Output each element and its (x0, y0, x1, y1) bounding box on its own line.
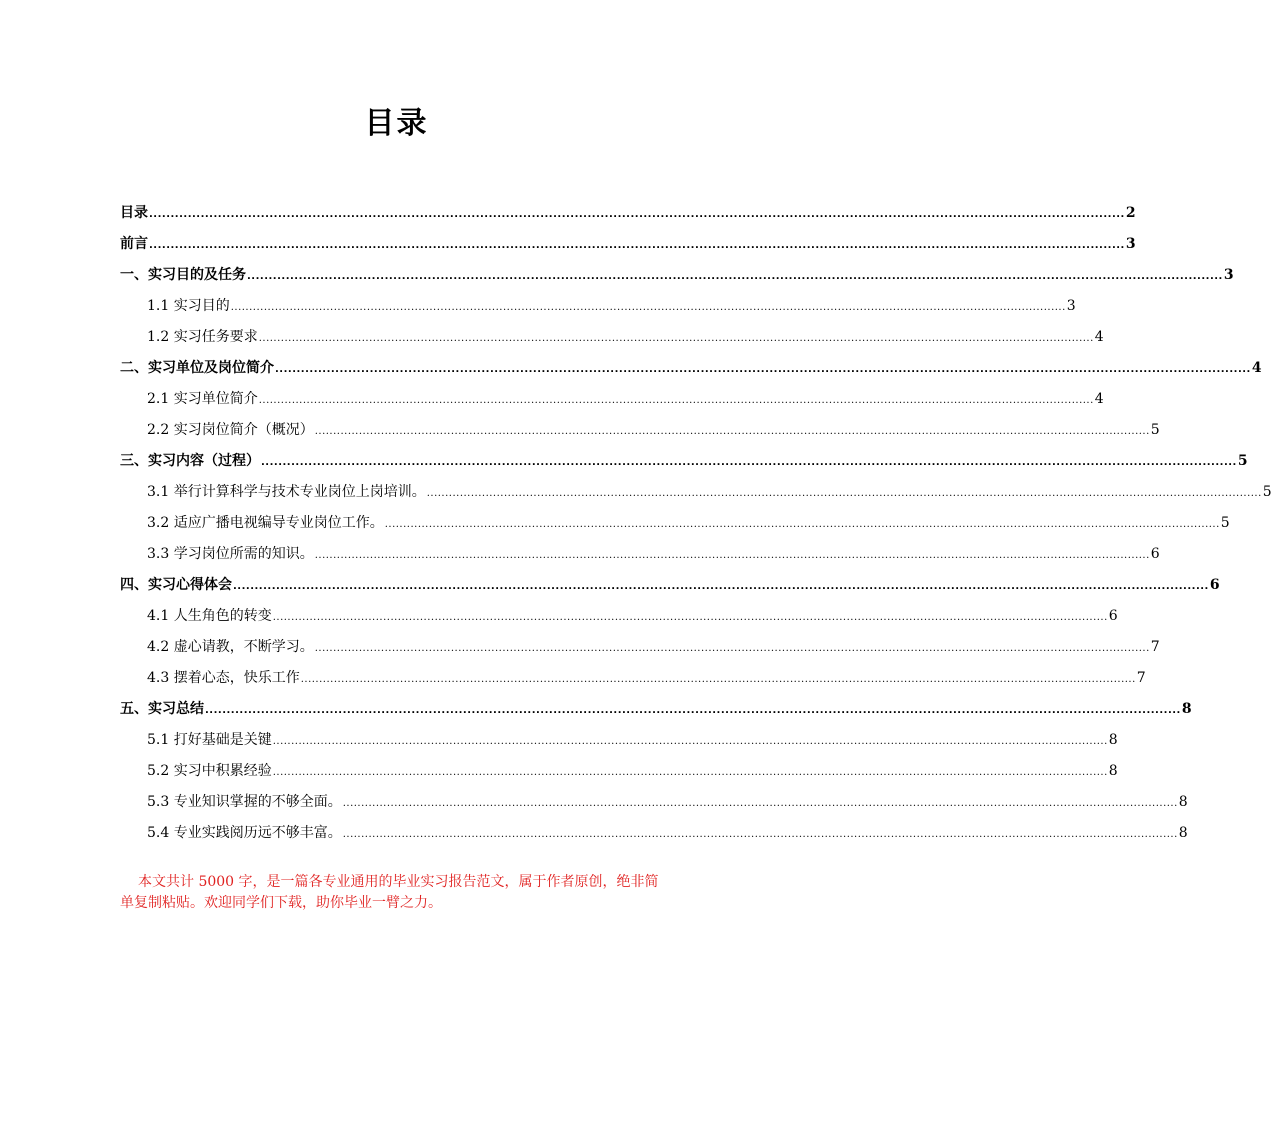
toc-entry-section[interactable] (120, 601, 1118, 632)
toc-entry-section[interactable] (120, 632, 1160, 663)
toc-entry-page-number: 6 (1209, 577, 1220, 593)
toc-dot-leader: ................................................................................................................................................................................................................................... (314, 426, 1150, 437)
toc-entry-chapter[interactable] (120, 353, 1262, 384)
toc-entry-section[interactable] (120, 415, 1160, 446)
toc-entry-section[interactable] (120, 539, 1160, 570)
toc-entry-label: 5.3 专业知识掌握的不够全面。 (147, 794, 342, 810)
toc-entry-page-number: 5 (1220, 515, 1230, 531)
toc-dot-leader: ................................................................................................................................................................................................................................... (205, 705, 1181, 716)
toc-entry-section[interactable] (120, 477, 1272, 508)
toc-dot-leader: ................................................................................................................................................................................................................................... (149, 209, 1125, 220)
document-note (120, 872, 671, 914)
toc-dot-leader: ................................................................................................................................................................................................................................... (275, 364, 1251, 375)
toc-entry-page-number: 5 (1237, 453, 1248, 469)
table-of-contents (120, 198, 1272, 849)
toc-dot-leader: ................................................................................................................................................................................................................................... (261, 457, 1237, 468)
toc-dot-leader: ................................................................................................................................................................................................................................... (233, 581, 1209, 592)
toc-entry-label: 1.1 实习目的 (147, 298, 230, 314)
toc-entry-label: 目录 (120, 205, 148, 221)
toc-dot-leader: ................................................................................................................................................................................................................................... (258, 395, 1094, 406)
toc-dot-leader: ................................................................................................................................................................................................................................... (342, 798, 1178, 809)
toc-entry-label: 3.2 适应广播电视编导专业岗位工作。 (147, 515, 384, 531)
toc-dot-leader: ................................................................................................................................................................................................................................... (247, 271, 1223, 282)
toc-entry-label: 5.1 打好基础是关键 (147, 732, 272, 748)
toc-dot-leader: ................................................................................................................................................................................................................................... (272, 736, 1108, 747)
toc-entry-section[interactable] (120, 787, 1188, 818)
toc-entry-label: 4.2 虚心请教，不断学习。 (147, 639, 314, 655)
toc-entry-page-number: 8 (1108, 732, 1118, 748)
toc-entry-label: 二、实习单位及岗位简介 (120, 360, 274, 376)
toc-entry-page-number: 6 (1108, 608, 1118, 624)
toc-entry-page-number: 6 (1150, 546, 1160, 562)
toc-entry-page-number: 2 (1125, 205, 1136, 221)
toc-entry-chapter[interactable] (120, 694, 1192, 725)
toc-dot-leader: ................................................................................................................................................................................................................................... (258, 333, 1094, 344)
toc-entry-label: 4.3 摆着心态，快乐工作 (147, 670, 300, 686)
toc-entry-section[interactable] (120, 663, 1146, 694)
toc-entry-chapter[interactable] (120, 229, 1136, 260)
note-text: 本文共计 5000 字，是一篇各专业通用的毕业实习报告范文，属于作者原创，绝非简单复制粘贴。欢迎同学们下载，助你毕业一臂之力。 (120, 874, 659, 911)
toc-dot-leader: ................................................................................................................................................................................................................................... (272, 767, 1108, 778)
toc-entry-label: 4.1 人生角色的转变 (147, 608, 272, 624)
toc-entry-section[interactable] (120, 818, 1188, 849)
toc-entry-label: 3.3 学习岗位所需的知识。 (147, 546, 314, 562)
toc-entry-label: 2.2 实习岗位简介（概况） (147, 422, 314, 438)
toc-entry-page-number: 5 (1150, 422, 1160, 438)
toc-dot-leader: ................................................................................................................................................................................................................................... (230, 302, 1066, 313)
toc-entry-section[interactable] (120, 508, 1230, 539)
toc-entry-page-number: 3 (1125, 236, 1136, 252)
toc-dot-leader: ................................................................................................................................................................................................................................... (272, 612, 1108, 623)
toc-entry-section[interactable] (120, 291, 1076, 322)
toc-entry-label: 2.1 实习单位简介 (147, 391, 258, 407)
toc-entry-page-number: 8 (1178, 825, 1188, 841)
toc-entry-page-number: 4 (1094, 391, 1104, 407)
toc-dot-leader: ................................................................................................................................................................................................................................... (314, 550, 1150, 561)
toc-dot-leader: ................................................................................................................................................................................................................................... (149, 240, 1125, 251)
toc-entry-label: 一、实习目的及任务 (120, 267, 246, 283)
toc-entry-section[interactable] (120, 384, 1104, 415)
toc-entry-page-number: 8 (1181, 701, 1192, 717)
toc-entry-label: 四、实习心得体会 (120, 577, 232, 593)
toc-entry-page-number: 5 (1262, 484, 1272, 500)
toc-dot-leader: ................................................................................................................................................................................................................................... (300, 674, 1136, 685)
toc-entry-page-number: 3 (1223, 267, 1234, 283)
toc-entry-chapter[interactable] (120, 570, 1220, 601)
toc-entry-page-number: 4 (1251, 360, 1262, 376)
toc-entry-chapter[interactable] (120, 198, 1136, 229)
toc-entry-page-number: 7 (1136, 670, 1146, 686)
toc-entry-page-number: 8 (1178, 794, 1188, 810)
toc-entry-page-number: 4 (1094, 329, 1104, 345)
toc-dot-leader: ................................................................................................................................................................................................................................... (426, 488, 1262, 499)
toc-entry-label: 三、实习内容（过程） (120, 453, 260, 469)
toc-entry-label: 5.4 专业实践阅历远不够丰富。 (147, 825, 342, 841)
toc-entry-chapter[interactable] (120, 260, 1234, 291)
toc-entry-chapter[interactable] (120, 446, 1248, 477)
toc-entry-label: 五、实习总结 (120, 701, 204, 717)
toc-entry-label: 前言 (120, 236, 148, 252)
toc-entry-label: 5.2 实习中积累经验 (147, 763, 272, 779)
toc-entry-page-number: 3 (1066, 298, 1076, 314)
toc-entry-section[interactable] (120, 322, 1104, 353)
toc-entry-section[interactable] (120, 756, 1118, 787)
toc-entry-label: 1.2 实习任务要求 (147, 329, 258, 345)
toc-dot-leader: ................................................................................................................................................................................................................................... (384, 519, 1220, 530)
toc-entry-section[interactable] (120, 725, 1118, 756)
toc-entry-label: 3.1 举行计算科学与技术专业岗位上岗培训。 (147, 484, 426, 500)
page-title: 目录 (364, 106, 429, 141)
toc-entry-page-number: 8 (1108, 763, 1118, 779)
toc-entry-page-number: 7 (1150, 639, 1160, 655)
toc-dot-leader: ................................................................................................................................................................................................................................... (342, 829, 1178, 840)
toc-dot-leader: ................................................................................................................................................................................................................................... (314, 643, 1150, 654)
